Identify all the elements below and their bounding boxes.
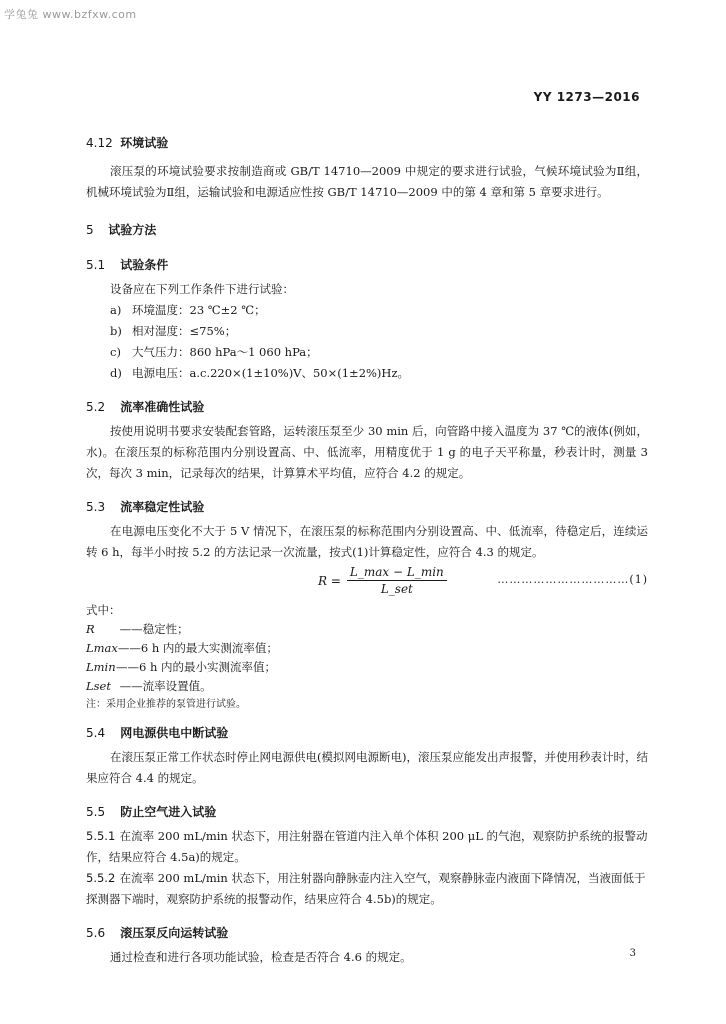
- section-4-12-body: 滚压泵的环境试验要求按制造商或 GB/T 14710—2009 中规定的要求进行试验，气候环境试验为Ⅱ组，机械环境试验为Ⅱ组，运输试验和电源适应性按 GB/T 14710—2009 中的第 4 章和第 5 章要求进行。: [86, 164, 648, 199]
- condition-item-c: c) 大气压力：860 hPa～1 060 hPa；: [110, 345, 318, 359]
- section-5-3-heading: 5.3 流率稳定性试验: [86, 500, 205, 514]
- condition-item-a: a) 环境温度：23 ℃±2 ℃；: [110, 303, 266, 317]
- formula-denominator: L_set: [380, 582, 413, 596]
- formula-variable-list: [86, 601, 648, 696]
- section-5-6-heading: 5.6 滚压泵反向运转试验: [86, 926, 229, 940]
- section-5-2-body: 按使用说明书要求安装配套管路，运转滚压泵至少 30 min 后，向管路中接入温度为 37 ℃的液体(例如，水)。在滚压泵的标称范围内分别设置高、中、低流率，用精度优于 1 g 的电子天平称量，秒表计时，测量 3 次，每次 3 min，记录每次的结果，计算算术平均值，应符合 4.2 的规定。: [86, 424, 648, 480]
- section-5-5-heading: 5.5 防止空气进入试验: [86, 805, 217, 819]
- standard-number: YY 1273—2016: [533, 90, 640, 104]
- variable-item: Lmax——6 h 内的最大实测流率值；: [86, 641, 278, 655]
- watermark: 学兔兔 www.bzfxw.com: [4, 8, 137, 21]
- section-4-12-heading: 4.12 环境试验: [86, 136, 169, 150]
- formula-fraction: [347, 565, 447, 596]
- variable-item: Lset ——流率设置值。: [86, 679, 212, 693]
- where-label: 式中：: [86, 603, 121, 617]
- equation-number: ……………………………(1): [497, 573, 648, 586]
- subsection-5-5-2: 5.5.2 在流率 200 mL/min 状态下，用注射器向静脉壶内注入空气，观察静脉壶内液面下降情况，当液面低于探测器下端时，观察防护系统的报警动作，结果应符合 4.5b)的规定。: [86, 871, 646, 906]
- section-5-3-note: 注：采用企业推荐的泵管进行试验。: [86, 699, 246, 710]
- section-5-6-body: 通过检查和进行各项功能试验，检查是否符合 4.6 的规定。: [110, 950, 412, 964]
- formula-lhs: R =: [318, 573, 341, 588]
- variable-item: Lmin——6 h 内的最小实测流率值；: [86, 660, 277, 674]
- stability-formula: [86, 565, 648, 599]
- section-5-4-heading: 5.4 网电源供电中断试验: [86, 726, 229, 740]
- section-5-heading: 5 试验方法: [86, 223, 157, 237]
- formula-numerator: L_max − L_min: [347, 565, 447, 581]
- section-5-3-body: 在电源电压变化不大于 5 V 情况下，在滚压泵的标称范围内分别设置高、中、低流率，待稳定后，连续运转 6 h，每半小时按 5.2 的方法记录一次流量，按式(1)计算稳定性，应符合 4.3 的规定。: [86, 524, 648, 559]
- subsection-5-5-1: 5.5.1 在流率 200 mL/min 状态下，用注射器在管道内注入单个体积 200 μL 的气泡，观察防护系统的报警动作，结果应符合 4.5a)的规定。: [86, 829, 648, 864]
- condition-item-d: d) 电源电压：a.c.220×(1±10%)V、50×(1±2%)Hz。: [110, 366, 410, 380]
- condition-item-b: b) 相对湿度：≤75%；: [110, 324, 237, 338]
- section-5-1-heading: 5.1 试验条件: [86, 258, 169, 272]
- document-body: [86, 134, 648, 968]
- page-number: 3: [629, 948, 636, 959]
- variable-item: R ——稳定性；: [86, 622, 189, 636]
- section-5-1-intro: 设备应在下列工作条件下进行试验：: [110, 282, 294, 296]
- section-5-4-body: 在滚压泵正常工作状态时停止网电源供电(模拟网电源断电)，滚压泵应能发出声报警，并使用秒表计时，结果应符合 4.4 的规定。: [86, 750, 648, 785]
- section-5-2-heading: 5.2 流率准确性试验: [86, 400, 205, 414]
